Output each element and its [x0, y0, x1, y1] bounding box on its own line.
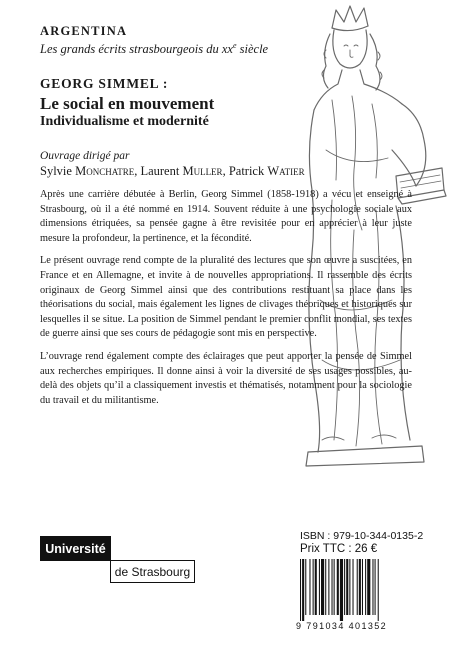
- editor-first-name: Sylvie: [40, 164, 76, 178]
- back-cover-description: [40, 188, 412, 416]
- series-subtitle-end: siècle: [236, 42, 269, 57]
- editor-last-name: Muller: [182, 164, 223, 178]
- barcode-bar: [319, 559, 320, 615]
- barcode-bar: [349, 559, 350, 615]
- publisher-logo-bottom: de Strasbourg: [110, 560, 195, 583]
- editor-last-name: Watier: [267, 164, 305, 178]
- barcode-bar: [305, 559, 306, 615]
- editors: Sylvie Monchatre, Laurent Muller, Patrick Watier: [40, 164, 305, 178]
- barcode: [298, 559, 418, 621]
- book-title: Le social en mouvement: [40, 94, 215, 113]
- barcode-bar: [359, 559, 361, 615]
- isbn-block: [300, 530, 423, 556]
- barcode-bar: [300, 559, 301, 621]
- barcode-bar: [365, 559, 366, 615]
- barcode-bar: [313, 559, 314, 615]
- barcode-bar: [362, 559, 363, 615]
- barcode-bar: [344, 559, 345, 615]
- paragraph: L’ouvrage rend également compte des éclairages que peut apporter la pensée de Simmel aux recherches empiriques. Il donne ainsi à voir la diversité de ses usages possibles, au-delà des objets qu’il a classiquement investis et thématisés, notamment pour la sociologie du travail et du militantisme.: [40, 350, 412, 406]
- barcode-bar: [302, 559, 304, 621]
- directed-by-label: Ouvrage dirigé par: [40, 150, 130, 162]
- editor-first-name: Laurent: [140, 164, 183, 178]
- barcode-bar: [328, 559, 329, 615]
- barcode-bar: [378, 559, 379, 621]
- series-subtitle-text: Les grands écrits strasbourgeois du xx: [40, 42, 233, 57]
- barcode-bar: [357, 559, 358, 615]
- barcode-bar: [309, 559, 310, 615]
- barcode-bar: [353, 559, 354, 615]
- barcode-bar: [372, 559, 373, 615]
- barcode-bar: [337, 559, 339, 615]
- price: Prix TTC : 26 €: [300, 543, 378, 555]
- editor-last-name: Monchatre: [75, 164, 135, 178]
- editor-first-name: Patrick: [228, 164, 268, 178]
- publisher-logo-top: Université: [40, 536, 111, 561]
- series-subtitle-sup: e: [232, 41, 237, 50]
- barcode-bar: [375, 559, 376, 615]
- book-subtitle: Individualisme et modernité: [40, 114, 209, 129]
- barcode-bar: [340, 559, 343, 621]
- series-subtitle: [40, 41, 268, 57]
- barcode-digits: 9 791034 401352: [296, 621, 388, 631]
- series-title: ARGENTINA: [40, 24, 128, 38]
- barcode-bar: [325, 559, 326, 615]
- book-author: GEORG SIMMEL :: [40, 76, 169, 91]
- barcode-bar: [346, 559, 348, 615]
- barcode-bar: [334, 559, 335, 615]
- barcode-bar: [315, 559, 317, 615]
- paragraph: Après une carrière débutée à Berlin, Georg Simmel (1858-1918) a vécu et enseigné à Strasbourg, où il a été nommé en 1914. Souvent réduite à une psychologie sociale aux dimensions étriquées, sa pensée gagne à être revisitée pour en apprécier à leur juste mesure la profondeur, la pertinence, et la fécondité.: [40, 189, 412, 244]
- barcode-bar: [367, 559, 370, 615]
- paragraph: Le présent ouvrage rend compte de la pluralité des lectures que son œuvre a suscitées, en France et en Allemagne, et invite à de nouvelles appropriations. Il rassemble des écrits originaux de Georg Simmel ainsi que des contributions restituant sa place dans les théorisations du social, mais également les lignes de clivages théoriques et historiques sur lesquelles il se situe. La position de Simmel pendant le premier conflit mondial, ses textes de guerre ainsi que ses cours de pédagogie sont mis en perspective.: [40, 255, 412, 340]
- barcode-bar: [321, 559, 324, 615]
- barcode-bar: [332, 559, 333, 615]
- isbn: ISBN : 979-10-344-0135-2: [300, 530, 424, 542]
